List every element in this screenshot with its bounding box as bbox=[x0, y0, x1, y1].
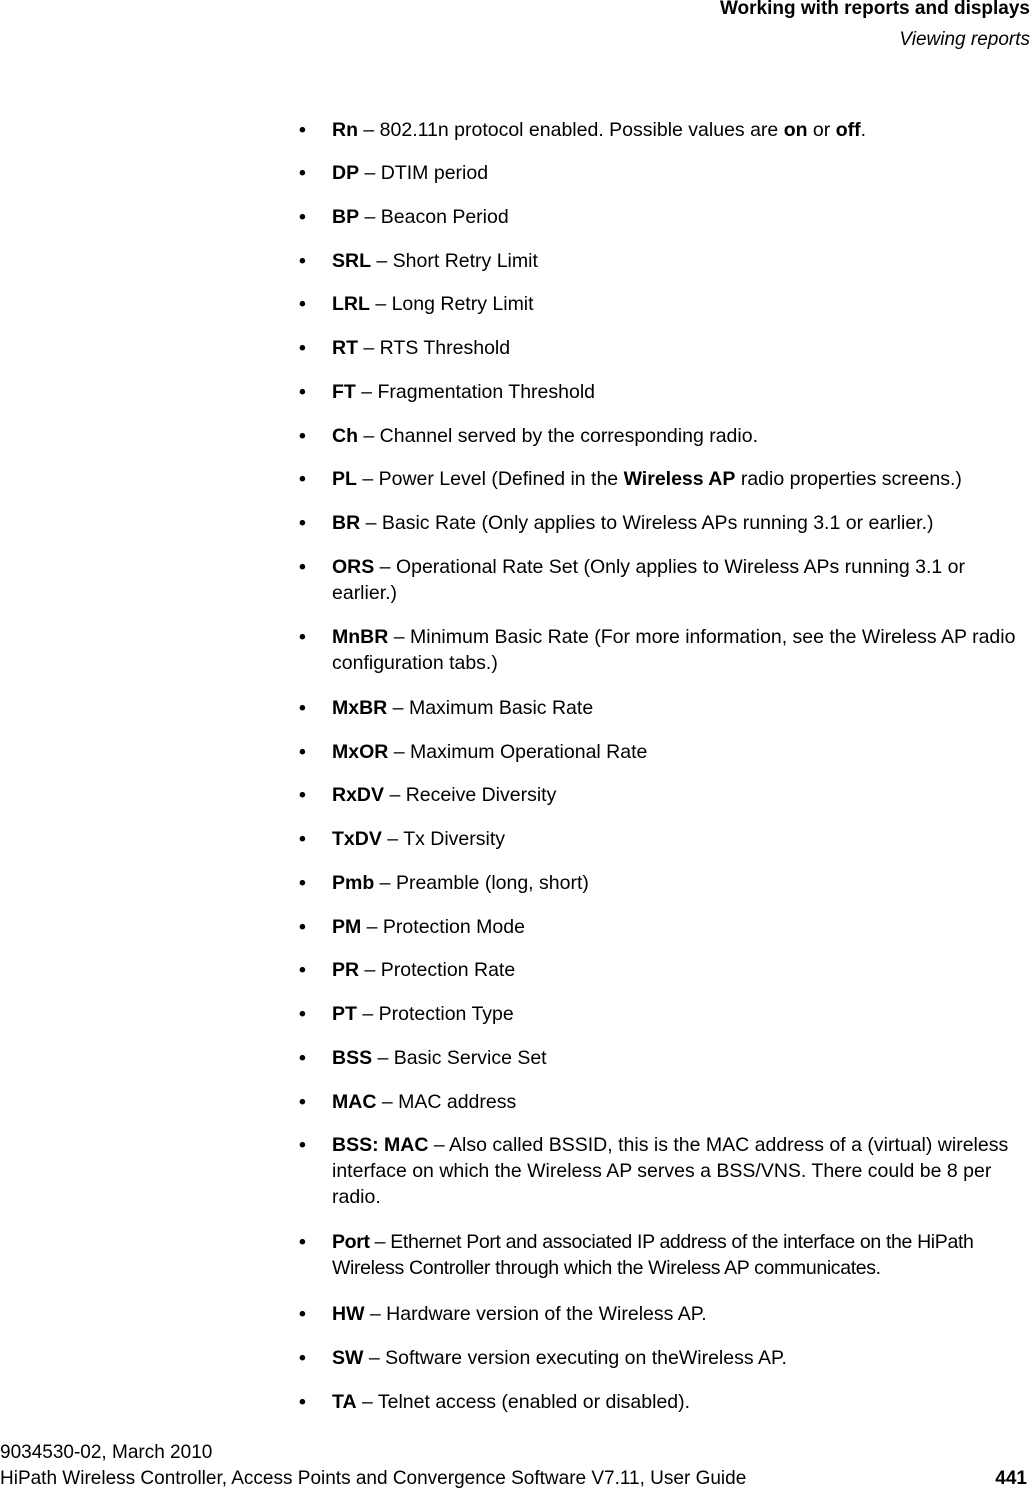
list-item-rn: • Rn – 802.11n protocol enabled. Possible values are on or off. bbox=[299, 119, 867, 141]
term: RT bbox=[332, 337, 358, 359]
list-item-mxbr: • MxBR – Maximum Basic Rate bbox=[299, 697, 594, 719]
list-item-pl: • PL – Power Level (Defined in the Wireless AP radio properties screens.) bbox=[299, 468, 962, 490]
term: MnBR bbox=[332, 626, 389, 648]
term: DP bbox=[332, 162, 360, 184]
list-item-rxdv: • RxDV – Receive Diversity bbox=[299, 784, 557, 806]
list-item-pm: • PM – Protection Mode bbox=[299, 916, 525, 938]
term: BP bbox=[332, 206, 360, 228]
term: BR bbox=[332, 512, 361, 534]
list-item-bp: • BP – Beacon Period bbox=[299, 206, 509, 228]
bullet-icon: • bbox=[299, 119, 306, 141]
term: TA bbox=[332, 1391, 357, 1413]
term: MxOR bbox=[332, 741, 389, 763]
bullet-icon: • bbox=[299, 916, 306, 938]
bullet-icon: • bbox=[299, 556, 306, 578]
term: Port bbox=[332, 1231, 370, 1253]
term: RxDV bbox=[332, 784, 385, 806]
document-id: 9034530-02, March 2010 bbox=[0, 1442, 213, 1463]
term: TxDV bbox=[332, 828, 382, 850]
bullet-icon: • bbox=[299, 1303, 306, 1325]
bullet-icon: • bbox=[299, 1047, 306, 1069]
bullet-icon: • bbox=[299, 1134, 306, 1156]
term: SRL bbox=[332, 250, 371, 272]
bullet-icon: • bbox=[299, 206, 306, 228]
list-item-br: • BR – Basic Rate (Only applies to Wireless APs running 3.1 or earlier.) bbox=[299, 512, 934, 534]
list-item-ta: • TA – Telnet access (enabled or disabled). bbox=[299, 1391, 691, 1413]
list-item-srl: • SRL – Short Retry Limit bbox=[299, 250, 538, 272]
list-item-lrl: • LRL – Long Retry Limit bbox=[299, 293, 534, 315]
bullet-icon: • bbox=[299, 784, 306, 806]
term: PL bbox=[332, 468, 357, 490]
list-item-mxor: • MxOR – Maximum Operational Rate bbox=[299, 741, 648, 763]
list-item-rt: • RT – RTS Threshold bbox=[299, 337, 511, 359]
list-item-hw: • HW – Hardware version of the Wireless AP. bbox=[299, 1303, 707, 1325]
list-item-pt: • PT – Protection Type bbox=[299, 1003, 514, 1025]
list-item-dp: • DP – DTIM period bbox=[299, 162, 489, 184]
list-item-port: • Port – Ethernet Port and associated IP address of the interface on the HiPath Wireless Controller through which the Wireless AP communicates. bbox=[299, 1231, 974, 1279]
bullet-icon: • bbox=[299, 1231, 306, 1253]
term: ORS bbox=[332, 556, 375, 578]
term: PR bbox=[332, 959, 360, 981]
bullet-icon: • bbox=[299, 293, 306, 315]
term: Ch bbox=[332, 425, 358, 447]
page-number: 441 bbox=[995, 1468, 1027, 1489]
list-item-bss: • BSS – Basic Service Set bbox=[299, 1047, 547, 1069]
term: PT bbox=[332, 1003, 357, 1025]
bullet-icon: • bbox=[299, 626, 306, 648]
term: PM bbox=[332, 916, 362, 938]
bullet-icon: • bbox=[299, 1091, 306, 1113]
list-item-mnbr: • MnBR – Minimum Basic Rate (For more information, see the Wireless AP radio configuration tabs.) bbox=[299, 626, 1016, 674]
list-item-txdv: • TxDV – Tx Diversity bbox=[299, 828, 506, 850]
term: MAC bbox=[332, 1091, 377, 1113]
bullet-icon: • bbox=[299, 1347, 306, 1369]
term: MxBR bbox=[332, 697, 388, 719]
bullet-icon: • bbox=[299, 468, 306, 490]
term: SW bbox=[332, 1347, 364, 1369]
running-header bbox=[720, 0, 1030, 52]
bullet-icon: • bbox=[299, 872, 306, 894]
bullet-icon: • bbox=[299, 697, 306, 719]
bullet-icon: • bbox=[299, 741, 306, 763]
term: Pmb bbox=[332, 872, 375, 894]
term: BSS bbox=[332, 1047, 373, 1069]
list-item-sw: • SW – Software version executing on theWireless AP. bbox=[299, 1347, 787, 1369]
list-item-bss-mac: • BSS: MAC – Also called BSSID, this is the MAC address of a (virtual) wireless interface on which the Wireless AP serves a BSS/VNS. There could be 8 per radio. bbox=[299, 1134, 1009, 1208]
list-item-ft: • FT – Fragmentation Threshold bbox=[299, 381, 596, 403]
guide-title: HiPath Wireless Controller, Access Points and Convergence Software V7.11, User Guide bbox=[0, 1468, 747, 1489]
bullet-icon: • bbox=[299, 959, 306, 981]
term: FT bbox=[332, 381, 356, 403]
list-item-ors: • ORS – Operational Rate Set (Only applies to Wireless APs running 3.1 or earlier.) bbox=[299, 556, 965, 604]
bullet-icon: • bbox=[299, 337, 306, 359]
list-item-ch: • Ch – Channel served by the corresponding radio. bbox=[299, 425, 758, 447]
list-item-pmb: • Pmb – Preamble (long, short) bbox=[299, 872, 589, 894]
chapter-title: Working with reports and displays bbox=[719, 0, 1030, 19]
bullet-icon: • bbox=[299, 1003, 306, 1025]
list-item-mac: • MAC – MAC address bbox=[299, 1091, 517, 1113]
bullet-icon: • bbox=[299, 828, 306, 850]
list-item-pr: • PR – Protection Rate bbox=[299, 959, 516, 981]
bullet-icon: • bbox=[299, 1391, 306, 1413]
term: LRL bbox=[332, 293, 370, 315]
section-title: Viewing reports bbox=[899, 29, 1030, 50]
bullet-icon: • bbox=[299, 250, 306, 272]
bullet-icon: • bbox=[299, 162, 306, 184]
bullet-icon: • bbox=[299, 381, 306, 403]
bullet-icon: • bbox=[299, 425, 306, 447]
term: BSS: MAC bbox=[332, 1134, 429, 1156]
bullet-icon: • bbox=[299, 512, 306, 534]
term: Rn bbox=[332, 119, 358, 141]
term: HW bbox=[332, 1303, 365, 1325]
